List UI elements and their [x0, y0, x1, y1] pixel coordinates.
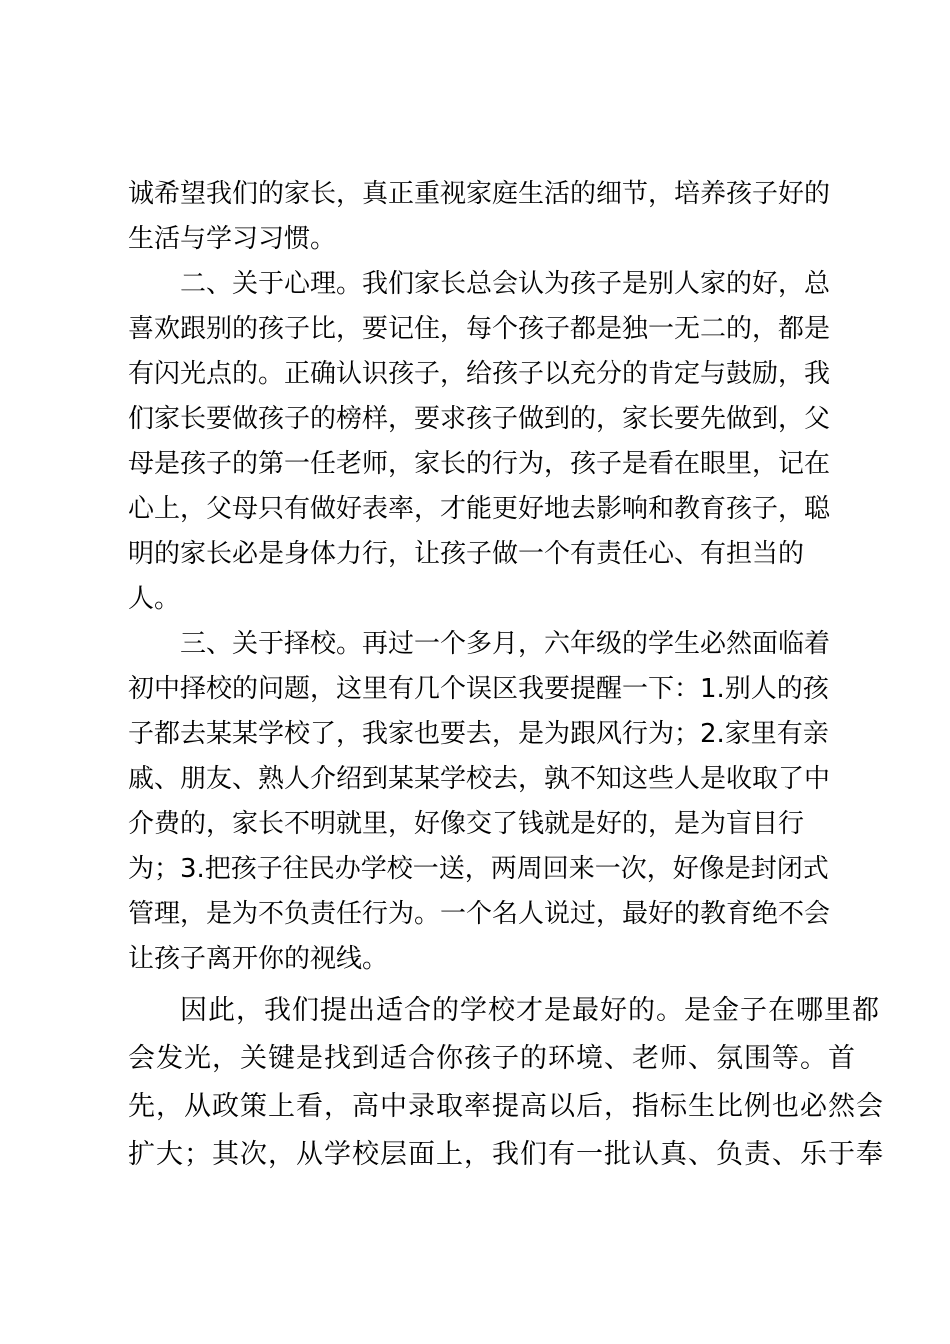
text-line-12: 初中择校的问题，这里有几个误区我要提醒一下：1.别人的孩 [128, 674, 829, 704]
text-line-18: 让孩子离开你的视线。 [128, 944, 389, 974]
text-line-5: 有闪光点的。正确认识孩子，给孩子以充分的肯定与鼓励，我 [128, 359, 831, 389]
text-line-14: 戚、朋友、熟人介绍到某某学校去，孰不知这些人是收取了中 [128, 764, 831, 794]
text-line-21: 先，从政策上看，高中录取率提高以后，指标生比例也必然会 [128, 1091, 884, 1122]
text-line-3: 二、关于心理。我们家长总会认为孩子是别人家的好，总 [180, 269, 831, 299]
text-line-8: 心上，父母只有做好表率，才能更好地去影响和教育孩子，聪 [128, 494, 831, 524]
text-line-15: 介费的，家长不明就里，好像交了钱就是好的，是为盲目行 [128, 809, 805, 839]
text-line-19: 因此，我们提出适合的学校才是最好的。是金子在哪里都 [180, 995, 880, 1026]
text-line-16: 为；3.把孩子往民办学校一送，两周回来一次，好像是封闭式 [128, 854, 829, 884]
text-line-22: 扩大；其次，从学校层面上，我们有一批认真、负责、乐于奉 [128, 1139, 884, 1170]
text-line-11: 三、关于择校。再过一个多月，六年级的学生必然面临着 [180, 629, 831, 659]
text-line-9: 明的家长必是身体力行，让孩子做一个有责任心、有担当的 [128, 539, 805, 569]
text-line-10: 人。 [128, 584, 181, 614]
text-line-7: 母是孩子的第一任老师，家长的行为，孩子是看在眼里，记在 [128, 449, 831, 479]
text-line-17: 管理，是为不负责任行为。一个名人说过，最好的教育绝不会 [128, 899, 831, 929]
text-line-6: 们家长要做孩子的榜样，要求孩子做到的，家长要先做到，父 [128, 404, 831, 434]
text-line-2: 生活与学习习惯。 [128, 224, 337, 254]
text-line-20: 会发光，关键是找到适合你孩子的环境、老师、氛围等。首 [128, 1043, 856, 1074]
text-line-13: 子都去某某学校了，我家也要去，是为跟风行为；2.家里有亲 [128, 719, 829, 749]
text-line-1: 诚希望我们的家长，真正重视家庭生活的细节，培养孩子好的 [128, 179, 831, 209]
text-line-4: 喜欢跟别的孩子比，要记住，每个孩子都是独一无二的，都是 [128, 314, 831, 344]
